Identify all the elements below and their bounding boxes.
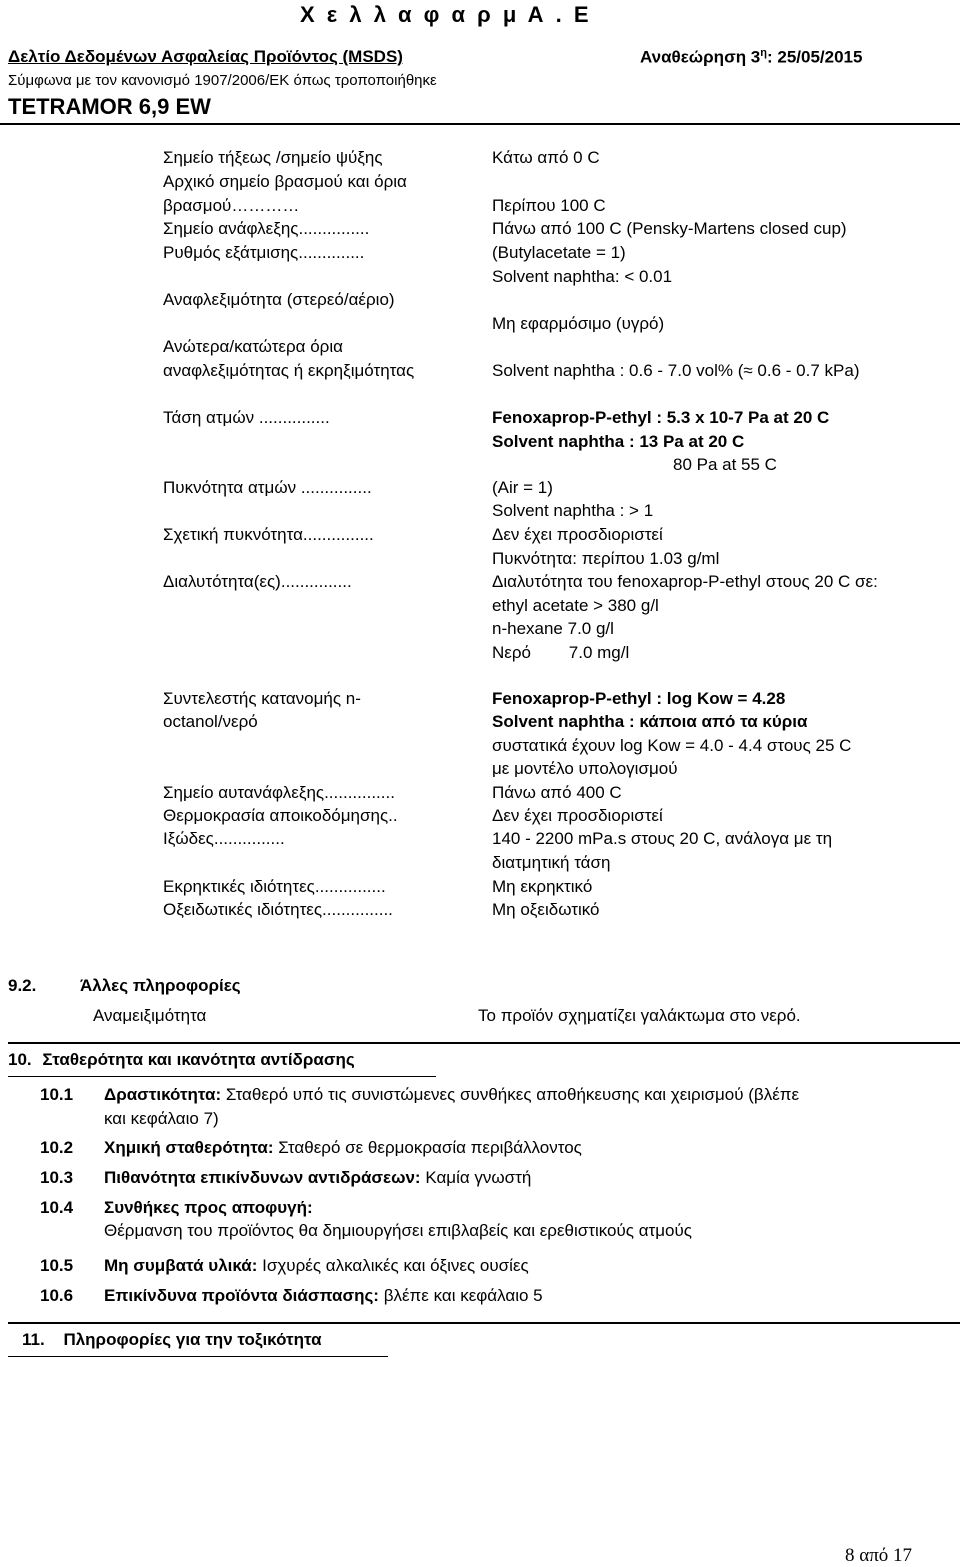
viscosity-label: Ιξώδες............... [163, 829, 285, 848]
flash-point-label: Σημείο ανάφλεξης............... [163, 219, 370, 238]
viscosity-value-1: 140 - 2200 mPa.s στους 20 C, ανάλογα με τη [492, 829, 833, 848]
partition-coefficient-label-1: Συντελεστής κατανομής n- [163, 689, 361, 708]
solubility-value-2: ethyl acetate > 380 g/l [492, 596, 659, 615]
vapour-density-label: Πυκνότητα ατμών ............... [163, 478, 372, 497]
item-10-1-heading: Δραστικότητα: [104, 1085, 222, 1104]
regulation-note: Σύμφωνα με τον κανονισμό 1907/2006/ΕΚ όπως τροποποιήθηκε [8, 72, 437, 89]
item-10-2-text [104, 1138, 582, 1158]
section-11-header [8, 1330, 388, 1357]
revision-info [640, 47, 862, 68]
item-10-5-number: 10.5 [40, 1256, 74, 1275]
viscosity-value-2: διατμητική τάση [492, 853, 611, 872]
section-10-top-divider [8, 1042, 960, 1044]
item-10-6-body: βλέπε και κεφάλαιο 5 [378, 1286, 543, 1305]
item-10-4-heading: Συνθήκες προς αποφυγή: [104, 1198, 313, 1217]
section-9-2-number: 9.2. [8, 976, 37, 995]
item-10-2-heading: Χημική σταθερότητα: [104, 1138, 274, 1157]
section-10-header [8, 1050, 436, 1077]
section-11-title: Πληροφορίες για την τοξικότητα [63, 1330, 322, 1349]
item-10-1-number: 10.1 [40, 1085, 74, 1104]
page-number: 8 από 17 [845, 1545, 913, 1566]
revision-superscript: η [760, 47, 767, 59]
decomposition-temp-label: Θερμοκρασία αποικοδόμησης.. [163, 806, 398, 825]
boiling-point-value: Περίπου 100 C [492, 196, 606, 215]
item-10-4-number: 10.4 [40, 1198, 74, 1217]
flammability-label: Αναφλεξιμότητα (στερεό/αέριο) [163, 290, 395, 309]
partition-coefficient-value-4: με μοντέλο υπολογισμού [492, 759, 678, 778]
vapour-pressure-label: Τάση ατμών ............... [163, 408, 330, 427]
flash-point-value: Πάνω από 100 C (Pensky-Martens closed cup) [492, 219, 847, 238]
section-10-number: 10. [8, 1050, 32, 1069]
item-10-3-text [104, 1168, 531, 1188]
item-10-1-text-continued: και κεφάλαιο 7) [104, 1109, 219, 1128]
relative-density-value-1: Δεν έχει προσδιοριστεί [492, 525, 663, 544]
section-11-number: 11. [22, 1330, 45, 1349]
partition-coefficient-value-3: συστατικά έχουν log Kow = 4.0 - 4.4 στους 25 C [492, 736, 852, 755]
evaporation-rate-label: Ρυθμός εξάτμισης.............. [163, 243, 365, 262]
explosive-properties-label: Εκρηκτικές ιδιότητες............... [163, 877, 386, 896]
revision-date: : 25/05/2015 [767, 47, 863, 67]
revision-prefix: Αναθεώρηση 3 [640, 47, 761, 67]
explosive-limits-label-1: Ανώτερα/κατώτερα όρια [163, 337, 343, 356]
solubility-label: Διαλυτότητα(ες)............... [163, 572, 352, 591]
partition-coefficient-value-1: Fenoxaprop-P-ethyl : log Kow = 4.28 [492, 689, 786, 708]
item-10-2-number: 10.2 [40, 1138, 74, 1157]
section-10-title: Σταθερότητα και ικανότητα αντίδρασης [42, 1050, 355, 1069]
oxidising-properties-value: Μη οξειδωτικό [492, 900, 600, 919]
solubility-value-1: Διαλυτότητα του fenoxaprop-P-ethyl στους 20 C σε: [492, 572, 878, 591]
item-10-1-text [104, 1085, 799, 1105]
relative-density-value-2: Πυκνότητα: περίπου 1.03 g/ml [492, 549, 720, 568]
oxidising-properties-label: Οξειδωτικές ιδιότητες............... [163, 900, 393, 919]
item-10-5-text [104, 1256, 529, 1276]
flammability-value: Μη εφαρμόσιμο (υγρό) [492, 314, 665, 333]
partition-coefficient-value-2: Solvent naphtha : κάποια από τα κύρια [492, 712, 808, 731]
explosive-properties-value: Μη εκρηκτικό [492, 877, 593, 896]
item-10-5-heading: Μη συμβατά υλικά: [104, 1256, 258, 1275]
explosive-limits-value: Solvent naphtha : 0.6 - 7.0 vol% (≈ 0.6 - 0.7 kPa) [492, 361, 860, 380]
decomposition-temp-value: Δεν έχει προσδιοριστεί [492, 806, 663, 825]
autoignition-value: Πάνω από 400 C [492, 783, 622, 802]
item-10-2-body: Σταθερό σε θερμοκρασία περιβάλλοντος [273, 1138, 582, 1157]
product-name: TETRAMOR 6,9 EW [8, 94, 211, 119]
vapour-pressure-value-1: Fenoxaprop-P-ethyl : 5.3 x 10-7 Pa at 20 C [492, 408, 830, 427]
vapour-pressure-value-3: 80 Pa at 55 C [673, 455, 777, 474]
explosive-limits-label-2: αναφλεξιμότητας ή εκρηξιμότητας [163, 361, 415, 380]
miscibility-label: Αναμειξιμότητα [93, 1006, 207, 1025]
section-9-2-title: Άλλες πληροφορίες [80, 976, 241, 995]
document-title: Δελτίο Δεδομένων Ασφαλείας Προϊόντος (MSDS) [8, 47, 403, 66]
boiling-point-label-2: βρασμού………… [163, 196, 300, 215]
section-11-top-divider [8, 1322, 960, 1324]
partition-coefficient-label-2: octanol/νερό [163, 712, 258, 731]
item-10-6-number: 10.6 [40, 1286, 74, 1305]
melting-point-label: Σημείο τήξεως /σημείο ψύξης [163, 148, 383, 167]
item-10-3-body: Καμία γνωστή [420, 1168, 532, 1187]
item-10-3-heading: Πιθανότητα επικίνδυνων αντιδράσεων: [104, 1168, 421, 1187]
item-10-6-text [104, 1286, 543, 1306]
vapour-density-value-2: Solvent naphtha : > 1 [492, 501, 654, 520]
evaporation-rate-value-1: (Butylacetate = 1) [492, 243, 626, 262]
item-10-3-number: 10.3 [40, 1168, 74, 1187]
solubility-value-4: Νερό 7.0 mg/l [492, 643, 630, 662]
solubility-value-3: n-hexane 7.0 g/l [492, 619, 614, 638]
autoignition-label: Σημείο αυτανάφλεξης............... [163, 783, 395, 802]
miscibility-value: Το προϊόν σχηματίζει γαλάκτωμα στο νερό. [478, 1006, 801, 1025]
item-10-1-body: Σταθερό υπό τις συνιστώμενες συνθήκες αποθήκευσης και χειρισμού (βλέπε [221, 1085, 800, 1104]
vapour-pressure-value-2: Solvent naphtha : 13 Pa at 20 C [492, 432, 745, 451]
melting-point-value: Κάτω από 0 C [492, 148, 600, 167]
relative-density-label: Σχετική πυκνότητα............... [163, 525, 374, 544]
boiling-point-label-1: Αρχικό σημείο βρασμού και όρια [163, 172, 407, 191]
item-10-4-body: Θέρμανση του προϊόντος θα δημιουργήσει επιβλαβείς και ερεθιστικούς ατμούς [104, 1221, 692, 1240]
item-10-6-heading: Επικίνδυνα προϊόντα διάσπασης: [104, 1286, 379, 1305]
header-divider [0, 123, 960, 125]
item-10-5-body: Ισχυρές αλκαλικές και όξινες ουσίες [257, 1256, 529, 1275]
company-name: Χ ε λ λ α φ α ρ μ Α . Ε [300, 2, 592, 27]
vapour-density-value-1: (Air = 1) [492, 478, 553, 497]
evaporation-rate-value-2: Solvent naphtha: < 0.01 [492, 267, 673, 286]
